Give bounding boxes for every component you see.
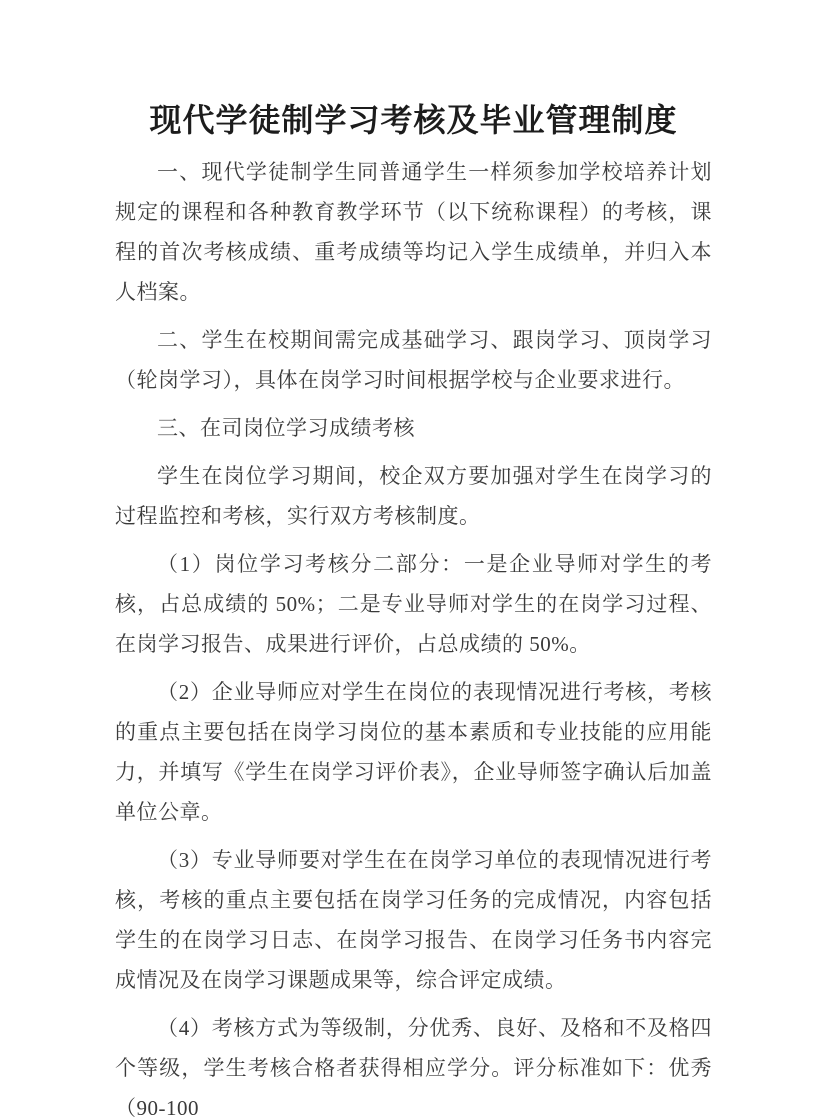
paragraph-3-heading: 三、在司岗位学习成绩考核 xyxy=(157,416,415,440)
paragraph-6-item-2: （2）企业导师应对学生在岗位的表现情况进行考核，考核的重点主要包括在岗学习岗位的基本素质和专业技能的应用能力，并填写《学生在岗学习评价表》，企业导师签字确认后加盖单位公章。 xyxy=(115,680,712,824)
paragraph-8-item-4: （4）考核方式为等级制，分优秀、良好、及格和不及格四个等级，学生考核合格者获得相应学分。评分标准如下：优秀（90-100 xyxy=(115,1016,712,1119)
paragraph-7-item-3: （3）专业导师要对学生在在岗学习单位的表现情况进行考核，考核的重点主要包括在岗学习任务的完成情况，内容包括学生的在岗学习日志、在岗学习报告、在岗学习任务书内容完成情况及在岗学习课题成果等，综合评定成绩。 xyxy=(115,848,712,992)
paragraph-2: 二、学生在校期间需完成基础学习、跟岗学习、顶岗学习（轮岗学习），具体在岗学习时间根据学校与企业要求进行。 xyxy=(115,328,712,392)
document-title: 现代学徒制学习考核及毕业管理制度 xyxy=(149,102,678,138)
paragraph-5-item-1: （1）岗位学习考核分二部分：一是企业导师对学生的考核，占总成绩的 50%；二是专业导师对学生的在岗学习过程、在岗学习报告、成果进行评价，占总成绩的 50%。 xyxy=(115,552,712,656)
paragraph-4: 学生在岗位学习期间，校企双方要加强对学生在岗学习的过程监控和考核，实行双方考核制度。 xyxy=(115,464,712,528)
paragraph-1: 一、现代学徒制学生同普通学生一样须参加学校培养计划规定的课程和各种教育教学环节（以下统称课程）的考核，课程的首次考核成绩、重考成绩等均记入学生成绩单，并归入本人档案。 xyxy=(115,160,712,304)
